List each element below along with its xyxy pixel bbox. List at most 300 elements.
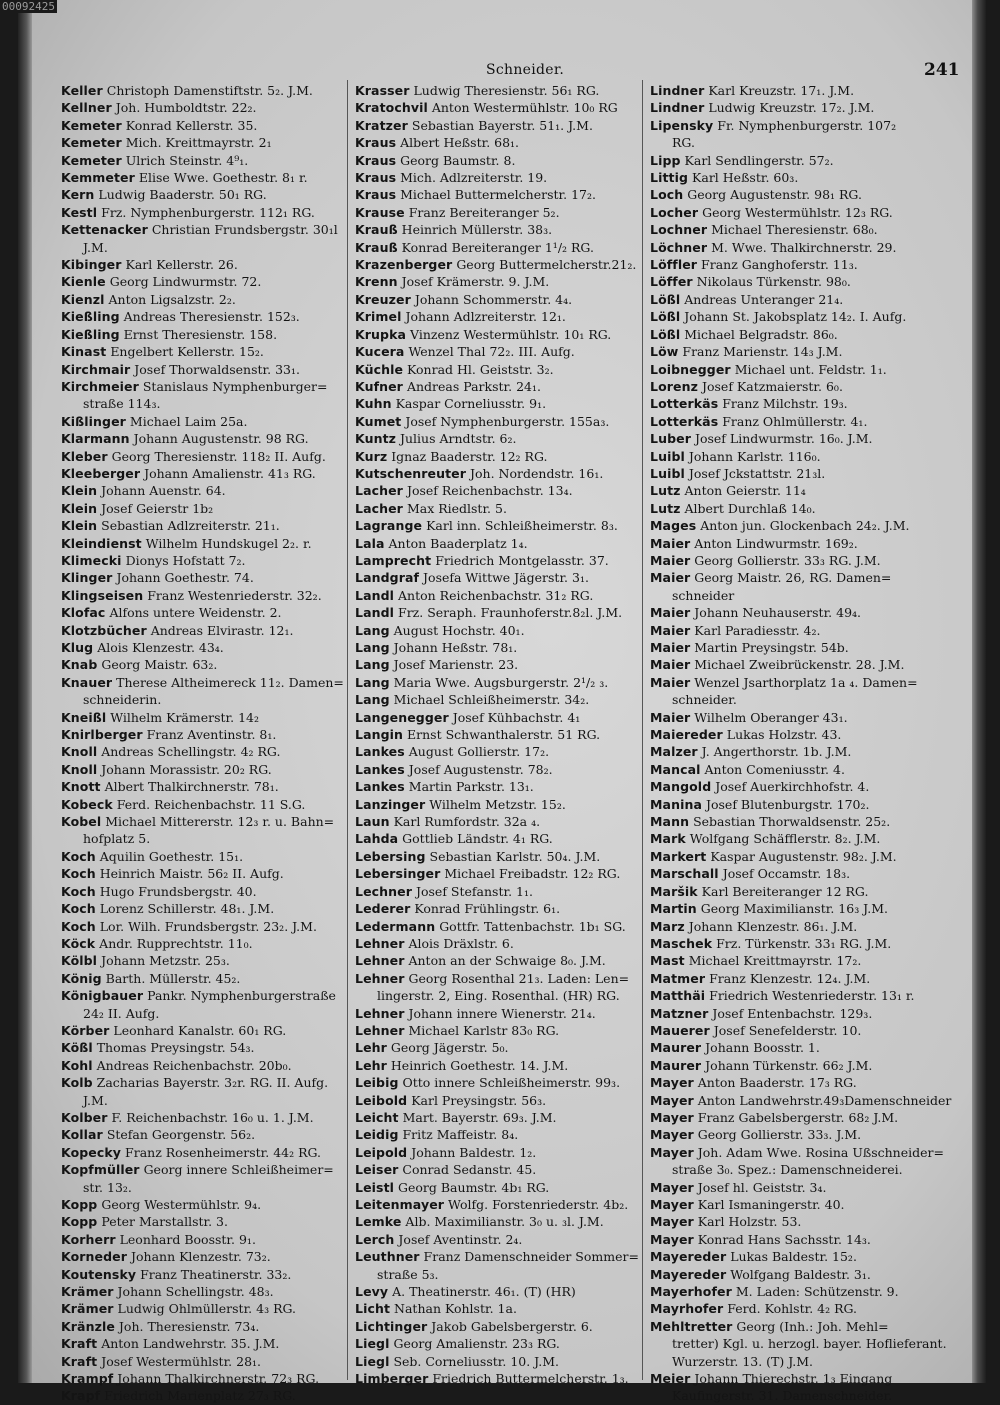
entry-surname: Lorenz bbox=[650, 378, 698, 394]
entry-details: Josef Westermühlstr. 28₁. bbox=[101, 1353, 262, 1369]
entry-surname: Lößl bbox=[650, 309, 681, 325]
directory-entry bbox=[355, 1353, 660, 1370]
directory-entry bbox=[61, 448, 361, 465]
directory-entry bbox=[355, 1335, 660, 1352]
entry-surname: Liegl bbox=[355, 1336, 390, 1352]
entry-surname: Krapf bbox=[61, 1388, 101, 1404]
entry-surname: Marschall bbox=[650, 866, 719, 882]
directory-entry bbox=[355, 778, 660, 795]
directory-entry bbox=[355, 239, 660, 256]
entry-surname: Klein bbox=[61, 518, 98, 534]
entry-surname: Kellner bbox=[61, 100, 112, 116]
directory-entry bbox=[355, 465, 660, 482]
directory-entry bbox=[650, 273, 960, 290]
directory-entry bbox=[355, 1213, 660, 1230]
entry-surname: Lipensky bbox=[650, 117, 714, 133]
entry-surname: Locher bbox=[650, 204, 699, 220]
entry-surname: Leipold bbox=[355, 1144, 408, 1160]
directory-entry bbox=[61, 413, 361, 430]
directory-entry bbox=[61, 273, 361, 290]
directory-entry bbox=[61, 952, 361, 969]
directory-entry bbox=[355, 726, 660, 743]
directory-entry bbox=[650, 378, 960, 395]
directory-entry bbox=[355, 1092, 660, 1109]
directory-entry bbox=[61, 186, 361, 203]
directory-entry-continuation bbox=[355, 987, 660, 1004]
entry-details: Josef Auerkirchhofstr. 4. bbox=[715, 779, 870, 795]
directory-entry bbox=[650, 535, 960, 552]
entry-details: Ferd. Kohlstr. 4₂ RG. bbox=[727, 1301, 858, 1317]
entry-details: Fritz Maffeistr. 8₄. bbox=[402, 1127, 519, 1143]
entry-details: Christian Frundsbergstr. 30₁l bbox=[151, 222, 338, 238]
entry-details: Kaufingerstr. 31. Damenschneider. bbox=[672, 1388, 893, 1404]
entry-surname: Korherr bbox=[61, 1231, 116, 1247]
entry-details: Nathan Kohlstr. 1a. bbox=[394, 1301, 517, 1317]
entry-details: Nikolaus Türkenstr. 98₀. bbox=[696, 274, 851, 290]
directory-entry bbox=[650, 1213, 960, 1230]
entry-details: Anton Geierstr. 11₄ bbox=[684, 483, 806, 499]
entry-surname: Lederer bbox=[355, 901, 411, 917]
entry-details: Heinrich Müllerstr. 38₃. bbox=[401, 222, 553, 238]
entry-details: Ernst Theresienstr. 158. bbox=[123, 326, 278, 342]
entry-details: Hugo Frundsbergstr. 40. bbox=[99, 883, 257, 899]
entry-details: Friedrich Marienplatz 27₃ RG. bbox=[104, 1388, 296, 1404]
entry-details: Leonhard Boosstr. 9₁. bbox=[119, 1231, 256, 1247]
entry-surname: Lacher bbox=[355, 500, 403, 516]
entry-surname: Lehner bbox=[355, 935, 405, 951]
directory-entry bbox=[650, 656, 960, 673]
entry-surname: Mayerhofer bbox=[650, 1284, 732, 1300]
entry-surname: Klein bbox=[61, 500, 98, 516]
directory-entry bbox=[61, 743, 361, 760]
directory-entry-continuation bbox=[61, 691, 361, 708]
entry-details: Frz. Nymphenburgerstr. 112₁ RG. bbox=[101, 204, 315, 220]
entry-details: Josef Entenbachstr. 129₃. bbox=[712, 1005, 873, 1021]
directory-entry bbox=[355, 1161, 660, 1178]
entry-details: Pankr. Nymphenburgerstraße bbox=[147, 988, 336, 1004]
directory-entry-continuation bbox=[650, 587, 960, 604]
entry-surname: Leicht bbox=[355, 1109, 399, 1125]
directory-entry bbox=[355, 1057, 660, 1074]
directory-entry bbox=[355, 326, 660, 343]
entry-details: Georg Rosenthal 21₃. Laden: Len= bbox=[408, 970, 630, 986]
entry-surname: Kießling bbox=[61, 326, 120, 342]
entry-details: Fr. Nymphenburgerstr. 107₂ bbox=[717, 117, 897, 133]
entry-surname: Luber bbox=[650, 431, 691, 447]
directory-entry bbox=[61, 656, 361, 673]
directory-entry bbox=[355, 674, 660, 691]
entry-details: Johann Türkenstr. 66₂ J.M. bbox=[705, 1057, 873, 1073]
entry-surname: Kopecky bbox=[61, 1144, 122, 1160]
entry-details: Heinrich Goethestr. 14. J.M. bbox=[390, 1057, 569, 1073]
entry-details: tretter) Kgl. u. herzogl. bayer. Hoflieferant. bbox=[672, 1336, 947, 1352]
entry-surname: Kirchmeier bbox=[61, 378, 139, 394]
entry-details: Josef Reichenbachstr. 13₄. bbox=[406, 483, 573, 499]
entry-surname: Matthäi bbox=[650, 988, 706, 1004]
entry-details: Josef Lindwurmstr. 16₀. J.M. bbox=[694, 431, 873, 447]
entry-surname: Mayer bbox=[650, 1179, 694, 1195]
directory-entry bbox=[650, 1231, 960, 1248]
entry-surname: Krenn bbox=[355, 274, 398, 290]
entry-details: Franz Aventinstr. 8₁. bbox=[146, 727, 277, 743]
entry-details: Stefan Georgenstr. 56₂. bbox=[106, 1127, 256, 1143]
entry-surname: Lankes bbox=[355, 761, 405, 777]
entry-surname: Kohl bbox=[61, 1057, 93, 1073]
entry-details: Martin Preysingstr. 54b. bbox=[694, 640, 849, 655]
directory-entry bbox=[355, 552, 660, 569]
entry-details: Anton Westermühlstr. 10₀ RG bbox=[431, 100, 618, 116]
entry-details: Georg Gollierstr. 33₃ RG. J.M. bbox=[694, 552, 881, 568]
directory-entry bbox=[650, 1109, 960, 1126]
directory-entry bbox=[355, 691, 660, 708]
directory-entry bbox=[355, 952, 660, 969]
entry-details: Lor. Wilh. Frundsbergstr. 23₂. J.M. bbox=[99, 918, 317, 934]
directory-entry bbox=[355, 1179, 660, 1196]
directory-entry bbox=[355, 448, 660, 465]
entry-surname: Lahda bbox=[355, 831, 399, 847]
entry-surname: Landgraf bbox=[355, 570, 420, 586]
entry-details: Stanislaus Nymphenburger= bbox=[142, 378, 328, 394]
entry-details: Karl Rumfordstr. 32a ₄. bbox=[393, 814, 541, 830]
entry-details: Karl Paradiesstr. 4₂. bbox=[694, 622, 821, 638]
directory-entry bbox=[61, 204, 361, 221]
directory-entry bbox=[650, 865, 960, 882]
entry-surname: Kern bbox=[61, 187, 95, 203]
directory-entry bbox=[355, 204, 660, 221]
entry-details: Karl Kellerstr. 26. bbox=[125, 257, 238, 273]
entry-surname: Mages bbox=[650, 518, 697, 534]
entry-details: Johann Metzstr. 25₃. bbox=[101, 953, 230, 969]
entry-details: Georg Buttermelcherstr.21₂. bbox=[456, 257, 637, 273]
entry-details: Johann Auenstr. 64. bbox=[101, 483, 226, 499]
entry-surname: Knab bbox=[61, 657, 98, 673]
entry-details: Ludwig Baaderstr. 50₁ RG. bbox=[98, 187, 267, 203]
entry-surname: Mayer bbox=[650, 1075, 694, 1091]
entry-surname: Lehner bbox=[355, 970, 405, 986]
entry-details: Johann Thalkirchnerstr. 72₃ RG. bbox=[117, 1371, 320, 1387]
directory-entry bbox=[355, 743, 660, 760]
entry-surname: Löchner bbox=[650, 239, 708, 255]
directory-entry-continuation bbox=[650, 1335, 960, 1352]
directory-entry bbox=[61, 1318, 361, 1335]
directory-entry bbox=[61, 1248, 361, 1265]
directory-entry bbox=[61, 517, 361, 534]
entry-details: Karl Preysingstr. 56₃. bbox=[411, 1092, 547, 1108]
directory-entry bbox=[61, 1196, 361, 1213]
directory-entry bbox=[650, 848, 960, 865]
entry-surname: Lang bbox=[355, 657, 390, 673]
entry-surname: Kölbl bbox=[61, 953, 98, 969]
entry-surname: Mayer bbox=[650, 1197, 694, 1212]
entry-details: Josefa Wittwe Jägerstr. 3₁. bbox=[423, 570, 589, 586]
entry-surname: Levy bbox=[355, 1284, 389, 1300]
directory-entry bbox=[650, 1318, 960, 1335]
entry-surname: Lößl bbox=[650, 326, 681, 342]
entry-surname: Lacher bbox=[355, 483, 403, 499]
entry-details: Lukas Baldestr. 15₂. bbox=[730, 1249, 857, 1265]
directory-entry bbox=[650, 291, 960, 308]
entry-surname: Kuntz bbox=[355, 431, 397, 447]
directory-entry bbox=[355, 82, 660, 99]
entry-surname: Kufner bbox=[355, 378, 403, 394]
directory-entry bbox=[61, 256, 361, 273]
entry-surname: Küchle bbox=[355, 361, 404, 377]
directory-entry bbox=[650, 482, 960, 499]
directory-entry-continuation bbox=[61, 239, 361, 256]
directory-entry bbox=[61, 778, 361, 795]
entry-details: schneiderin. bbox=[83, 692, 162, 708]
entry-surname: Maršik bbox=[650, 883, 698, 899]
entry-surname: Mayereder bbox=[650, 1249, 727, 1265]
directory-entry bbox=[61, 378, 361, 395]
directory-entry bbox=[355, 639, 660, 656]
entry-surname: Kienzl bbox=[61, 291, 105, 307]
directory-entry bbox=[355, 1126, 660, 1143]
directory-entry bbox=[355, 169, 660, 186]
entry-details: Johann Karlstr. 116₀. bbox=[688, 448, 821, 464]
entry-details: Georg Westermühlstr. 9₄. bbox=[101, 1197, 262, 1212]
entry-surname: Königbauer bbox=[61, 988, 144, 1004]
entry-surname: Kleber bbox=[61, 448, 108, 464]
entry-details: Karl Bereiteranger 12 RG. bbox=[701, 883, 869, 899]
entry-details: Sebastian Karlstr. 50₄. J.M. bbox=[429, 848, 601, 864]
entry-details: J. Angerthorstr. 1b. J.M. bbox=[701, 744, 852, 760]
directory-entry bbox=[650, 1266, 960, 1283]
entry-details: Wolfgang Baldestr. 3₁. bbox=[730, 1266, 871, 1282]
entry-details: Georg Gollierstr. 33₃. J.M. bbox=[697, 1127, 862, 1143]
entry-surname: Maurer bbox=[650, 1040, 702, 1056]
entry-details: Michael Belgradstr. 86₀. bbox=[684, 326, 838, 342]
entry-surname: Koch bbox=[61, 848, 96, 864]
entry-surname: Koutensky bbox=[61, 1266, 137, 1282]
directory-entry bbox=[61, 117, 361, 134]
directory-entry bbox=[61, 900, 361, 917]
entry-surname: Lehr bbox=[355, 1040, 387, 1056]
directory-entry bbox=[650, 1126, 960, 1143]
entry-details: Konrad Hl. Geiststr. 3₂. bbox=[407, 361, 554, 377]
entry-details: Sebastian Thorwaldsenstr. 25₂. bbox=[693, 814, 891, 830]
entry-details: Josef hl. Geiststr. 3₄. bbox=[697, 1179, 827, 1195]
directory-entry bbox=[61, 1074, 361, 1091]
directory-entry bbox=[650, 326, 960, 343]
entry-surname: Kneißl bbox=[61, 709, 107, 725]
entry-surname: Mayer bbox=[650, 1109, 694, 1125]
entry-surname: Lochner bbox=[650, 222, 708, 238]
entry-surname: Knirlberger bbox=[61, 727, 143, 743]
entry-surname: Knoll bbox=[61, 761, 98, 777]
entry-surname: Lala bbox=[355, 535, 385, 551]
directory-column-2 bbox=[355, 82, 660, 1387]
entry-details: Josef Katzmaierstr. 6₀. bbox=[701, 378, 843, 394]
directory-entry bbox=[650, 761, 960, 778]
entry-details: Josef Blutenburgstr. 170₂. bbox=[705, 796, 870, 812]
entry-details: Seb. Corneliusstr. 10. J.M. bbox=[393, 1353, 559, 1369]
directory-entry bbox=[61, 1039, 361, 1056]
directory-entry bbox=[650, 99, 960, 116]
entry-surname: Maier bbox=[650, 709, 691, 725]
entry-surname: Leitenmayer bbox=[355, 1197, 445, 1212]
entry-details: Mart. Bayerstr. 69₃. J.M. bbox=[402, 1109, 557, 1125]
entry-details: Franz Damenschneider Sommer= bbox=[423, 1249, 639, 1265]
directory-entry bbox=[650, 204, 960, 221]
entry-details: Lorenz Schillerstr. 48₁. J.M. bbox=[99, 901, 275, 917]
entry-surname: Leibold bbox=[355, 1092, 408, 1108]
entry-surname: Maier bbox=[650, 552, 691, 568]
entry-surname: Koch bbox=[61, 901, 96, 917]
entry-details: Frz. Türkenstr. 33₁ RG. J.M. bbox=[716, 935, 892, 951]
directory-entry bbox=[650, 1057, 960, 1074]
entry-details: Johann Thierechstr. 1₃ Eingang bbox=[694, 1371, 893, 1387]
directory-entry-continuation bbox=[61, 1092, 361, 1109]
directory-entry bbox=[61, 535, 361, 552]
entry-details: Georg (Inh.: Joh. Mehl= bbox=[736, 1318, 889, 1334]
entry-surname: Liegl bbox=[355, 1353, 390, 1369]
directory-entry bbox=[61, 622, 361, 639]
entry-surname: Manina bbox=[650, 796, 702, 812]
directory-entry-continuation bbox=[650, 134, 960, 151]
entry-details: Wilhelm Metzstr. 15₂. bbox=[429, 796, 566, 812]
entry-surname: Kraus bbox=[355, 152, 397, 168]
entry-surname: Kemmeter bbox=[61, 170, 135, 186]
entry-surname: Martin bbox=[650, 901, 697, 917]
entry-details: Jakob Gabelsbergerstr. 6. bbox=[431, 1318, 593, 1334]
entry-details: Johann Klenzestr. 86₁. J.M. bbox=[688, 918, 858, 934]
directory-entry-continuation bbox=[61, 830, 361, 847]
entry-details: Karl Kreuzstr. 17₁. J.M. bbox=[708, 83, 855, 98]
directory-entry bbox=[650, 152, 960, 169]
entry-details: Wolfgang Schäfflerstr. 8₂. J.M. bbox=[689, 831, 881, 847]
entry-details: Wilhelm Krämerstr. 14₂ bbox=[110, 709, 260, 725]
entry-details: Georg Maximilianstr. 16₃ J.M. bbox=[700, 901, 888, 917]
directory-entry bbox=[61, 1387, 361, 1404]
entry-surname: Lebersing bbox=[355, 848, 426, 864]
entry-surname: Koch bbox=[61, 866, 96, 882]
entry-surname: Klotzbücher bbox=[61, 622, 147, 638]
entry-details: Andreas Theresienstr. 152₃. bbox=[123, 309, 300, 325]
directory-entry bbox=[355, 1370, 660, 1387]
entry-surname: Löffler bbox=[650, 257, 698, 273]
entry-surname: Klein bbox=[61, 483, 98, 499]
entry-details: Georg Maistr. 63₂. bbox=[101, 657, 218, 673]
directory-entry bbox=[650, 1370, 960, 1387]
entry-details: Michael Schleißheimerstr. 34₂. bbox=[393, 692, 590, 708]
entry-details: Georg Theresienstr. 118₂ II. Aufg. bbox=[111, 448, 326, 464]
entry-surname: Mauerer bbox=[650, 1022, 710, 1038]
directory-entry bbox=[355, 970, 660, 987]
entry-surname: Lößl bbox=[650, 291, 681, 307]
directory-entry bbox=[355, 1300, 660, 1317]
entry-details: Anton an der Schwaige 8₀. J.M. bbox=[408, 953, 606, 969]
directory-entry bbox=[61, 1300, 361, 1317]
entry-details: Anton Baaderstr. 17₃ RG. bbox=[697, 1075, 857, 1091]
entry-details: Lukas Holzstr. 43. bbox=[726, 727, 842, 743]
entry-details: Sebastian Adlzreiterstr. 21₁. bbox=[101, 518, 280, 534]
entry-surname: Maiereder bbox=[650, 727, 723, 743]
directory-entry bbox=[650, 1196, 960, 1213]
entry-details: Gottlieb Ländstr. 4₁ RG. bbox=[402, 831, 553, 847]
entry-details: Ferd. Reichenbachstr. 11 S.G. bbox=[116, 796, 306, 812]
entry-surname: Markert bbox=[650, 848, 707, 864]
entry-details: Wenzel Jsarthorplatz 1a ₄. Damen= bbox=[694, 674, 918, 690]
entry-details: Franz Bereiteranger 5₂. bbox=[408, 204, 560, 220]
directory-entry bbox=[650, 1074, 960, 1091]
entry-details: Julius Arndtstr. 6₂. bbox=[400, 431, 517, 447]
entry-details: Karl Ismaningerstr. 40. bbox=[697, 1197, 845, 1212]
entry-surname: Klofac bbox=[61, 605, 106, 621]
entry-surname: Maschek bbox=[650, 935, 713, 951]
entry-surname: Leidig bbox=[355, 1127, 399, 1143]
entry-surname: Lechner bbox=[355, 883, 412, 899]
entry-details: Friedrich Buttermelcherstr. 1₃. bbox=[432, 1371, 629, 1387]
entry-surname: Kutschenreuter bbox=[355, 465, 467, 481]
entry-surname: Lerch bbox=[355, 1231, 395, 1247]
entry-surname: Kränzle bbox=[61, 1318, 115, 1334]
entry-surname: Kratochvil bbox=[355, 100, 428, 116]
entry-details: Kaspar Corneliusstr. 9₁. bbox=[395, 396, 547, 412]
directory-entry bbox=[650, 117, 960, 134]
directory-entry bbox=[61, 1022, 361, 1039]
directory-entry bbox=[650, 883, 960, 900]
entry-details: Frz. Seraph. Fraunhoferstr.8₂l. J.M. bbox=[398, 605, 623, 621]
directory-entry bbox=[61, 221, 361, 238]
directory-entry bbox=[61, 987, 361, 1004]
directory-entry bbox=[61, 82, 361, 99]
entry-surname: Langenegger bbox=[355, 709, 449, 725]
entry-surname: Mayer bbox=[650, 1092, 694, 1108]
entry-details: Anton Lindwurmstr. 169₂. bbox=[694, 535, 858, 551]
entry-details: Anton Ligsalzstr. 2₂. bbox=[108, 291, 236, 307]
page-header-title: Schneider. bbox=[486, 62, 565, 78]
entry-surname: Krimel bbox=[355, 309, 402, 325]
entry-details: Alfons untere Weidenstr. 2. bbox=[109, 605, 282, 621]
directory-entry bbox=[61, 726, 361, 743]
entry-surname: Kopp bbox=[61, 1214, 98, 1230]
entry-surname: Langin bbox=[355, 727, 404, 743]
entry-surname: Maier bbox=[650, 570, 691, 586]
entry-details: Franz Marienstr. 14₃ J.M. bbox=[682, 344, 843, 360]
directory-entry-continuation bbox=[650, 1161, 960, 1178]
entry-surname: Mark bbox=[650, 831, 686, 847]
directory-entry bbox=[650, 796, 960, 813]
entry-surname: Krauß bbox=[355, 239, 398, 255]
entry-surname: Lehner bbox=[355, 1005, 405, 1021]
entry-details: Ludwig Theresienstr. 56₁ RG. bbox=[413, 83, 600, 98]
entry-details: Friedrich Montgelasstr. 37. bbox=[435, 552, 609, 568]
entry-surname: Kurz bbox=[355, 448, 388, 464]
entry-details: Georg Lindwurmstr. 72. bbox=[109, 274, 262, 290]
entry-details: Franz Ohlmüllerstr. 4₁. bbox=[722, 413, 868, 429]
directory-entry bbox=[650, 361, 960, 378]
directory-entry-continuation bbox=[650, 1387, 960, 1404]
entry-surname: Kibinger bbox=[61, 257, 122, 273]
directory-entry bbox=[650, 622, 960, 639]
entry-details: Johann Schellingstr. 48₃. bbox=[117, 1284, 274, 1300]
entry-details: Josef Occamstr. 18₃. bbox=[722, 866, 851, 882]
directory-entry bbox=[650, 1144, 960, 1161]
entry-details: Karl Holzstr. 53. bbox=[697, 1214, 802, 1230]
entry-surname: Krause bbox=[355, 204, 405, 220]
directory-entry bbox=[355, 395, 660, 412]
entry-details: Michael Mittererstr. 12₃ r. u. Bahn= bbox=[105, 814, 335, 830]
directory-entry bbox=[355, 378, 660, 395]
entry-details: M. Laden: Schützenstr. 9. bbox=[735, 1284, 899, 1300]
entry-surname: Limberger bbox=[355, 1371, 429, 1387]
directory-entry bbox=[650, 1005, 960, 1022]
entry-surname: Körber bbox=[61, 1022, 110, 1038]
directory-entry bbox=[355, 256, 660, 273]
entry-details: Michael Freibadstr. 12₂ RG. bbox=[444, 866, 621, 882]
entry-details: Heinrich Maistr. 56₂ II. Aufg. bbox=[99, 866, 284, 882]
